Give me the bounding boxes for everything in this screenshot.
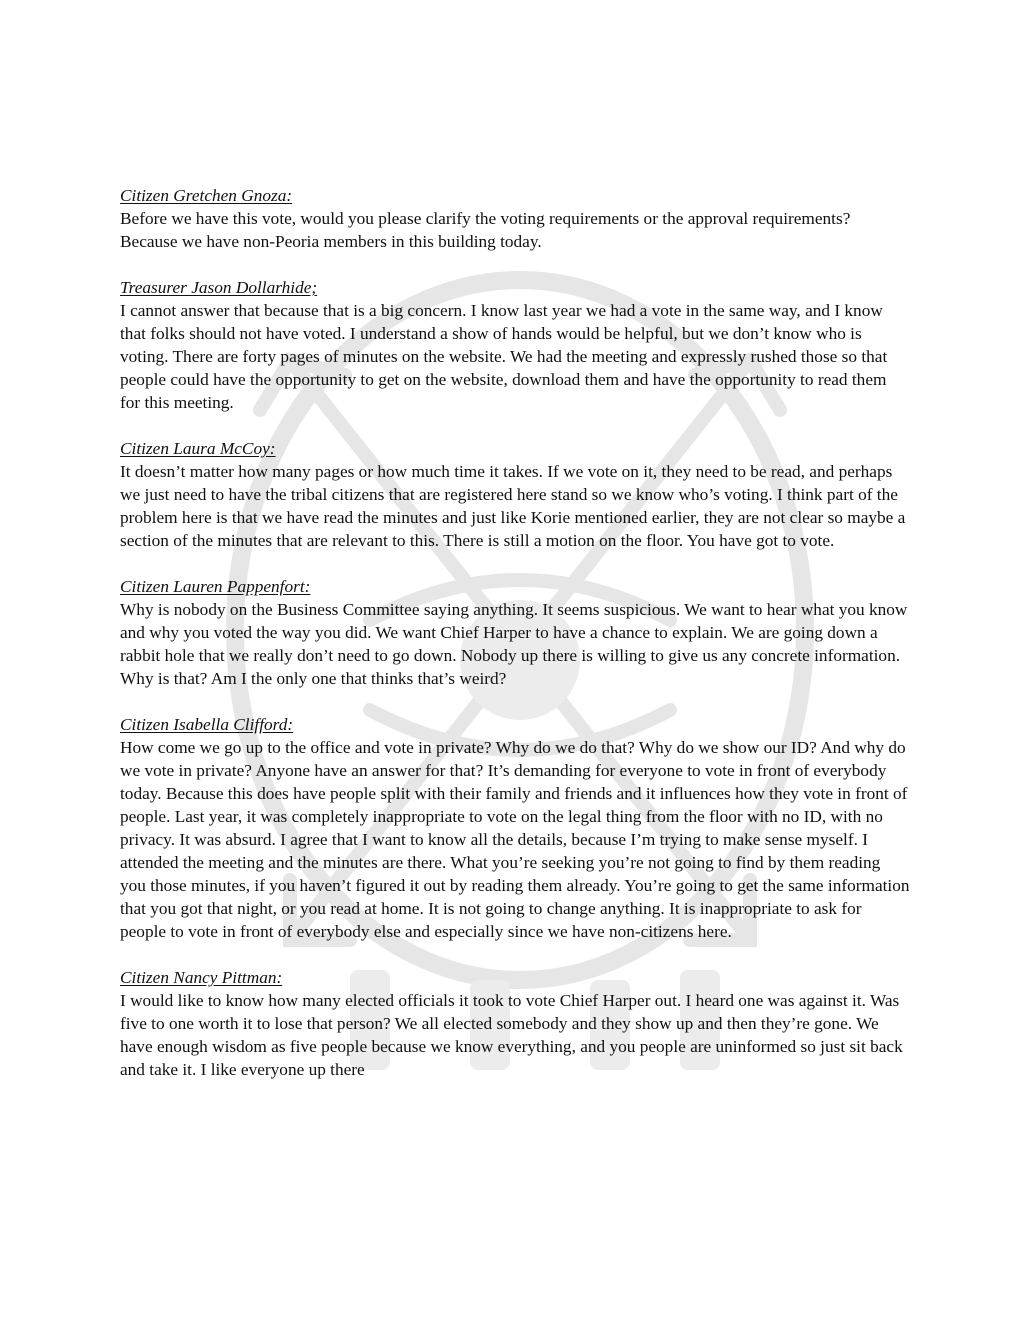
speaker-statement: How come we go up to the office and vote in private? Why do we do that? Why do we show our ID? And why do we vote in private? Anyone have an answer for that? It’s demanding for everyone to vote in front of everybody today. Because this does have people split with their family and friends and it influences how they vote in front of people. Last year, it was completely inappropriate to vote on the legal thing from the floor with no ID, with no privacy. It was absurd. I agree that I want to know all the details, because I’m trying to make sense myself. I attended the meeting and the minutes are there. What you’re seeking you’re not going to find by them reading you those minutes, if you haven’t figured it out by reading them already. You’re going to get the same information that you got that night, or you read at home. It is not going to change anything. It is inappropriate to ask for people to vote in front of everybody else and especially since we have non-citizens here. xyxy=(120,738,910,941)
speaker-name: Citizen Gretchen Gnoza: xyxy=(120,186,293,205)
speaker-statement: I cannot answer that because that is a big concern. I know last year we had a vote in the same way, and I know that folks should not have voted. I understand a show of hands would be helpful, but we don’t know who is voting. There are forty pages of minutes on the website. We had the meeting and expressly rushed those so that people could have the opportunity to get on the website, download them and have the opportunity to read them for this meeting. xyxy=(120,301,888,412)
minutes-transcript xyxy=(120,184,910,1104)
transcript-entry xyxy=(120,575,910,690)
transcript-entry xyxy=(120,276,910,414)
speaker-statement: I would like to know how many elected officials it took to vote Chief Harper out. I heard one was against it. Was five to one worth it to lose that person? We all elected somebody and they show up and then they’re gone. We have enough wisdom as five people because we know everything, and you people are uninformed so just sit back and take it. I like everyone up there xyxy=(120,991,903,1079)
speaker-name: Citizen Laura McCoy: xyxy=(120,439,276,458)
transcript-entry xyxy=(120,437,910,552)
speaker-name: Citizen Nancy Pittman: xyxy=(120,968,283,987)
transcript-entry xyxy=(120,966,910,1081)
speaker-statement: It doesn’t matter how many pages or how much time it takes. If we vote on it, they need to be read, and perhaps we just need to have the tribal citizens that are registered here stand so we know who’s voting. I think part of the problem here is that we have read the minutes and just like Korie mentioned earlier, they are not clear so maybe a section of the minutes that are relevant to this. There is still a motion on the floor. You have got to vote. xyxy=(120,462,906,550)
speaker-statement: Before we have this vote, would you please clarify the voting requirements or the approval requirements? Because we have non-Peoria members in this building today. xyxy=(120,209,851,251)
transcript-entry xyxy=(120,184,910,253)
speaker-name: Citizen Lauren Pappenfort: xyxy=(120,577,311,596)
speaker-statement: Why is nobody on the Business Committee saying anything. It seems suspicious. We want to hear what you know and why you voted the way you did. We want Chief Harper to have a chance to explain. We are going down a rabbit hole that we really don’t need to go down. Nobody up there is willing to give us any concrete information. Why is that? Am I the only one that thinks that’s weird? xyxy=(120,600,908,688)
speaker-name: Treasurer Jason Dollarhide; xyxy=(120,278,318,297)
speaker-name: Citizen Isabella Clifford: xyxy=(120,715,294,734)
transcript-entry xyxy=(120,713,910,943)
